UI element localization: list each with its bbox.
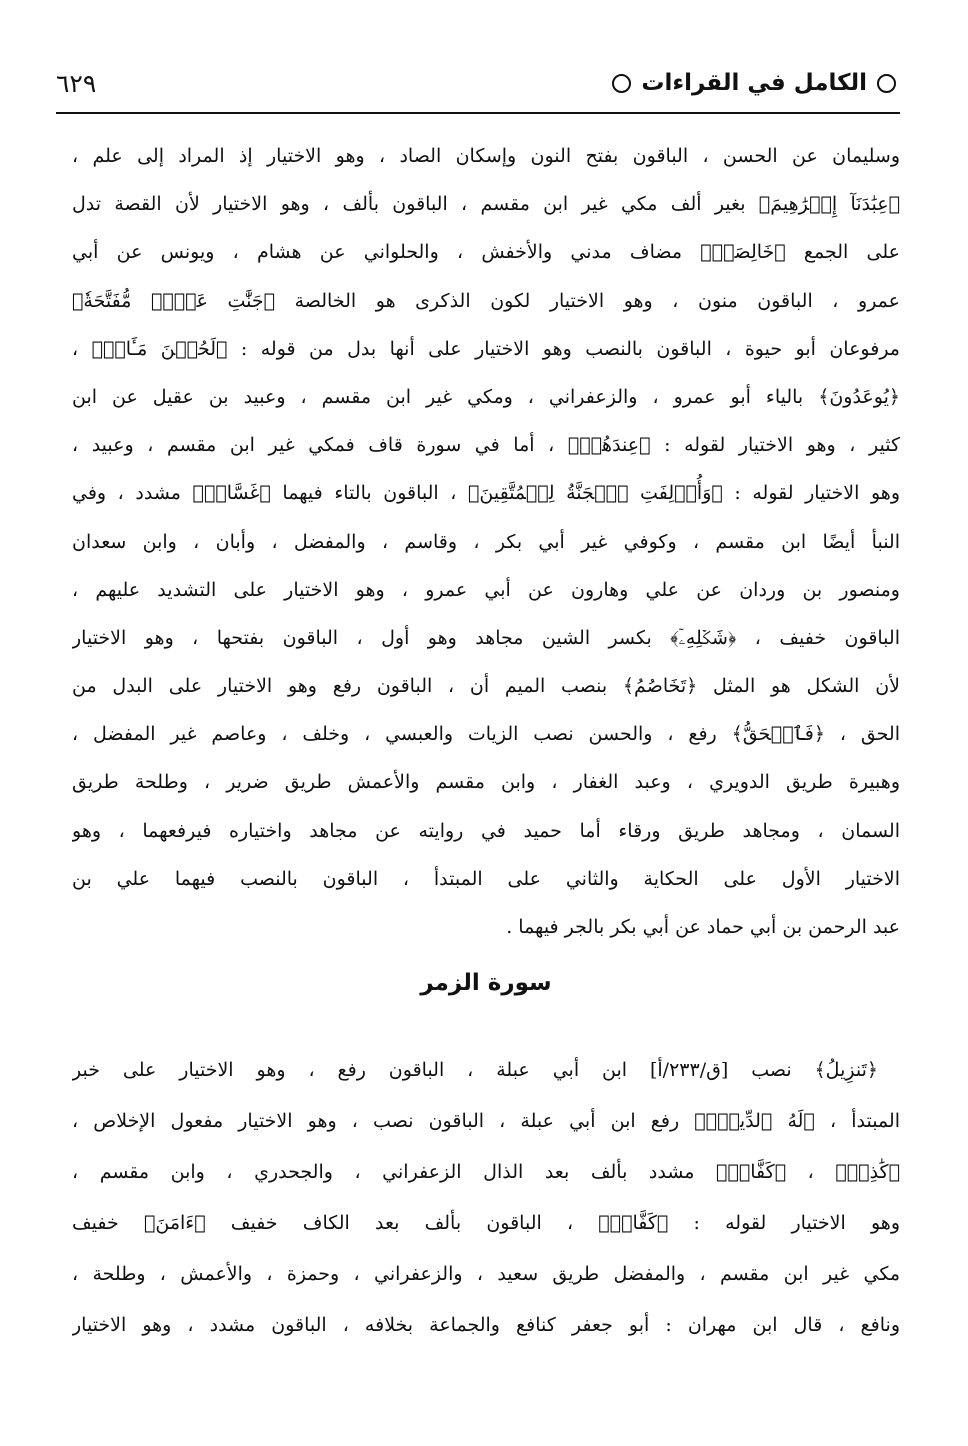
text-line: ونافع ، قال ابن مهران : أبو جعفر كنافع والجماعة بخلافه ، الباقون مشدد ، وهو الاختيار [72,1314,900,1336]
paragraph-2 [72,1045,900,1351]
text-line: النبأ أيضًا ابن مقسم ، وكوفي غير أبي بكر ، وقاسم ، والمفضل ، وأبان ، وابن سعدان [72,530,900,553]
page-number: ٦٢٩ [56,68,97,98]
text-line: ﴿يُوعَدُونَ﴾ بالياء أبو عمرو ، والزعفراني ، ومكي غير ابن مقسم ، وعبيد بن عقيل عن ابن [72,385,900,408]
text-line: المبتدأ ، ﴿لَهُ ٱلدِّينُۚ﴾ رفع ابن أبي عبلة ، الباقون نصب ، وهو الاختيار مفعول الإخلاص ، [72,1110,900,1132]
text-line: لأن الشكل هو المثل ﴿تَخَاصُمُ﴾ بنصب الميم أن ، الباقون رفع وهو الاختيار على البدل من [72,675,900,698]
header-divider [56,112,900,114]
text-line: الحق ، ﴿فَٱلۡحَقُّ﴾ رفع ، والحسن نصب الزيات والعبسي ، وخلف ، وعاصم غير المفضل ، [72,723,900,746]
text-line: عمرو ، الباقون منون ، وهو الاختيار لكون الذكرى هو الخالصة ﴿جَنَّٰتِ عَدۡنٖ مُّفَتَّحَةٗ﴾ [72,289,900,312]
text-line: على الجمع ﴿خَالِصَةٖ﴾ مضاف مدني والأخفش ، والحلواني عن هشام ، ويونس عن أبي [72,241,900,264]
text-line: وهو الاختيار لقوله : ﴿كَفَّارٞ﴾ ، الباقون بألف بعد الكاف خفيف ﴿ءَامَنَ﴾ خفيف [72,1212,900,1234]
circle-ornament-icon [877,74,896,93]
running-title-text: الكامل في القراءات [641,70,867,96]
paragraph-1 [72,132,900,1015]
text-line: ﴿تَنزِيلُ﴾ نصب [ق/٢٣٣/أ] ابن أبي عبلة ، الباقون رفع ، وهو الاختيار على خبر [72,1059,878,1081]
text-line: عبد الرحمن بن أبي حماد عن أبي بكر بالجر فيهما . [506,916,900,938]
page-header [56,58,896,108]
text-line: ومنصور بن وردان عن علي وهارون عن أبي عمرو ، وهو الاختيار على التشديد عليهم ، [72,578,900,601]
text-line: مرفوعان أبو حيوة ، الباقون بالنصب وهو الاختيار على أنها بدل من قوله : ﴿لَحُسۡنَ مَـَٔابٖ﴾ ، [72,337,900,360]
running-title [612,70,896,96]
text-line: وهو الاختيار لقوله : ﴿وَأُزۡلِفَتِ ٱلۡجَنَّةُ لِلۡمُتَّقِينَ﴾ ، الباقون بالتاء فيهما ﴿غَسَّاقٞ﴾ مشدد ، وفي [72,482,900,505]
section-title: سورة الزمر [420,970,552,997]
text-line: كثير ، وهو الاختيار لقوله : ﴿عِندَهُمۡ﴾ ، أما في سورة قاف فمكي غير ابن مقسم ، وعبيد ، [72,434,900,457]
text-line: الباقون خفيف ، ﴿شَكۡلِهِۦٓ﴾ بكسر الشين مجاهد وهو أول ، الباقون بفتحها ، وهو الاختيار [72,626,900,649]
text-line: الاختيار الأول على الحكاية والثاني على المبتدأ ، الباقون بالنصب فيهما علي بن [72,867,900,890]
text-line: ﴿عِبَٰدَنَآ إِبۡرَٰهِيمَ﴾ بغير ألف مكي غير ابن مقسم ، الباقون بألف ، وهو الاختيار لأن القصة تدل [72,193,900,216]
circle-ornament-icon [612,74,631,93]
text-line: ﴿كَٰذِبٞ﴾ ، ﴿كَفَّارٞ﴾ مشدد بألف بعد الذال الزعفراني ، والجحدري ، وابن مقسم ، [72,1161,900,1183]
text-line: مكي غير ابن مقسم ، والمفضل طريق سعيد ، والزعفراني ، وحمزة ، والأعمش ، وطلحة ، [72,1263,900,1285]
text-line: السمان ، ومجاهد طريق ورقاء أما حميد في روايته عن مجاهد واختياره فيرفعهما ، وهو [72,819,900,842]
text-line: وسليمان عن الحسن ، الباقون بفتح النون وإسكان الصاد ، وهو الاختيار إذ المراد إلى علم ، [72,145,900,167]
text-line: وهبيرة طريق الدويري ، وعبد الغفار ، وابن مقسم والأعمش طريق ضرير ، وطلحة طريق [72,771,900,794]
